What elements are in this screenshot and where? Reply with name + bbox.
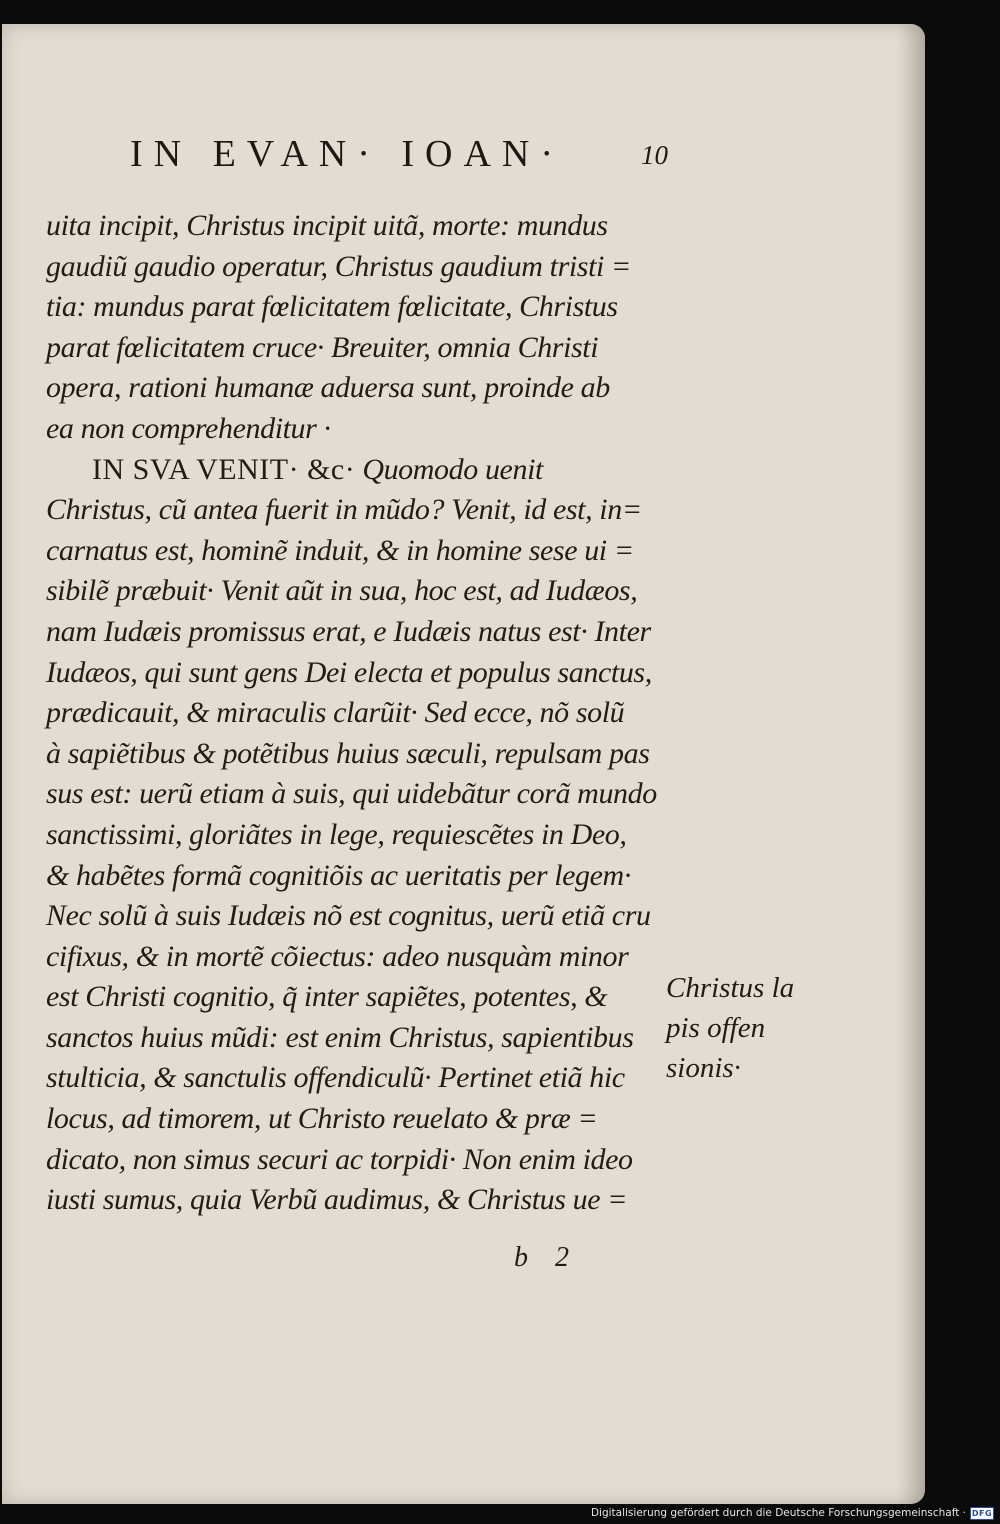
main-text-block	[46, 206, 686, 1221]
text-line: stulticia, & sanctulis offendiculũ· Pertinet etiã hic	[46, 1061, 625, 1095]
page-edge-shadow	[897, 24, 925, 1504]
marginal-note-line: Christus la	[666, 972, 795, 1004]
running-title: IN EVAN· IOAN·	[130, 133, 565, 175]
lemma-caps: IN SVA VENIT· &c·	[92, 452, 356, 486]
page-header	[130, 132, 690, 182]
text-line: ea non comprehenditur ·	[46, 411, 331, 445]
text-line: nam Iudæis promissus erat, e Iudæis natus est· Inter	[46, 614, 651, 648]
marginal-note-line: pis offen	[666, 1012, 766, 1044]
signature-mark: b 2	[514, 1242, 579, 1273]
text-line: sanctissimi, gloriãtes in lege, requiescẽtes in Deo,	[46, 817, 627, 851]
text-line: dicato, non simus securi ac torpidi· Non enim ideo	[46, 1142, 633, 1176]
text-line: opera, rationi humanæ aduersa sunt, proinde ab	[46, 371, 610, 405]
marginal-note-line: sionis·	[666, 1052, 741, 1084]
text-line: uita incipit, Christus incipit uitã, morte: mundus	[46, 209, 608, 242]
text-line: Christus, cũ antea fuerit in mũdo? Venit, id est, in=	[46, 493, 642, 527]
dfg-logo-icon: DFG	[971, 1509, 993, 1518]
text-line: gaudiũ gaudio operatur, Christus gaudium tristi =	[46, 249, 631, 283]
digitization-credit-bar	[0, 1504, 1000, 1524]
credit-text: Digitalisierung gefördert durch die Deutsche Forschungsgemeinschaft ·	[590, 1507, 966, 1519]
marginal-note	[666, 968, 816, 1088]
text-line: locus, ad timorem, ut Christo reuelato & præ =	[46, 1102, 598, 1136]
folio-number: 10	[641, 140, 668, 170]
text-line: Iudæos, qui sunt gens Dei electa et populus sanctus,	[46, 655, 652, 689]
text-line: Nec solũ à suis Iudæis nõ est cognitus, uerũ etiã cru	[46, 899, 651, 933]
text-line: parat fœlicitatem cruce· Breuiter, omnia Christi	[46, 330, 599, 364]
text-line: tia: mundus parat fœlicitatem fœlicitate, Christus	[46, 290, 618, 324]
text-line: sibilẽ præbuit· Venit aũt in sua, hoc est, ad Iudæos,	[46, 574, 638, 608]
text-line: sus est: uerũ etiam à suis, qui uidebãtur corã mundo	[46, 777, 657, 811]
book-page	[2, 24, 925, 1504]
paragraph-start-line	[46, 450, 686, 491]
text-line: sanctos huius mũdi: est enim Christus, sapientibus	[46, 1020, 634, 1054]
text-line: iusti sumus, quia Verbũ audimus, & Christus ue =	[46, 1183, 628, 1217]
text-line: prædicauit, & miraculis clarũit· Sed ecce, nõ solũ	[46, 696, 625, 730]
text-line: & habẽtes formã cognitiõis ac ueritatis per legem·	[46, 858, 631, 892]
text-line: carnatus est, hominẽ induit, & in homine sese ui =	[46, 533, 634, 567]
text-line: à sapiẽtibus & potẽtibus huius sæculi, repulsam pas	[46, 736, 650, 770]
text-line: cifixus, & in mortẽ cõiectus: adeo nusquàm minor	[46, 939, 629, 973]
text-line: est Christi cognitio, q̃ inter sapiẽtes, potentes, &	[46, 980, 608, 1014]
lemma-rest: Quomodo uenit	[355, 452, 543, 486]
